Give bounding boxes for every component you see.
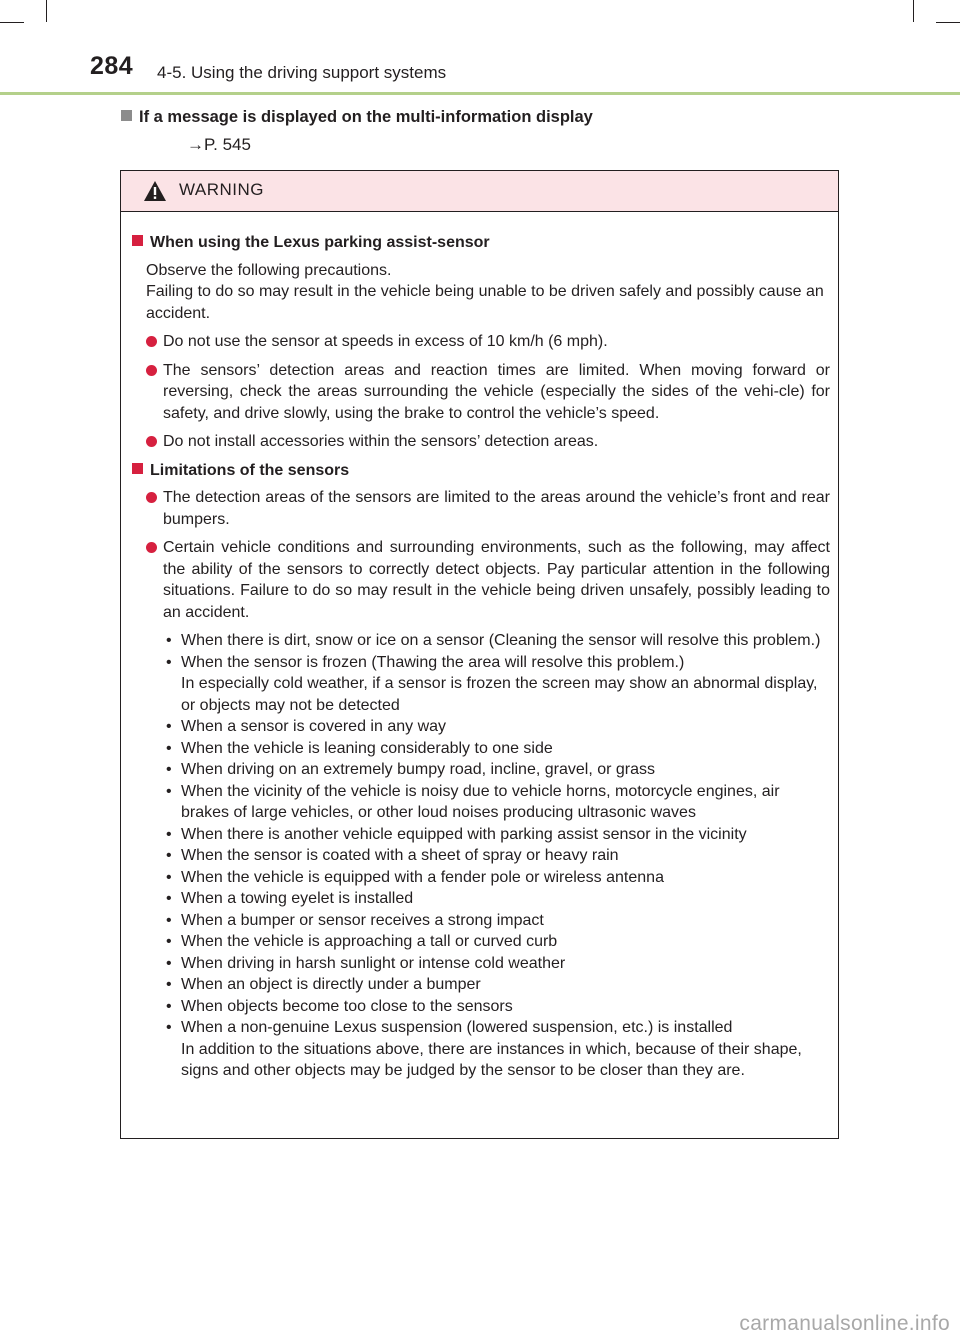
list-item: • When the sensor is coated with a sheet of spray or heavy rain (166, 847, 619, 864)
list-item: • When the vehicle is approaching a tall or curved curb (166, 933, 558, 950)
bullet-text: Certain vehicle conditions and surrounding environments, such as the following, may affect the ability of the sensors to correctly detect objects. Pay particular attention in the following situations. Failure to do so may result in the vehicle being driven unsafely, possibly leading to an accident. (163, 539, 830, 621)
list-item: • When the vehicle is equipped with a fender pole or wireless antenna (166, 868, 664, 886)
list-item-text: When the sensor is coated with a sheet of spray or heavy rain (181, 847, 619, 864)
warning-title: WARNING (179, 180, 265, 199)
list-item-text: When objects become too close to the sensors (181, 997, 513, 1015)
conditions-list (163, 630, 830, 1082)
list-item: • When driving in harsh sunlight or intense cold weather (166, 954, 566, 972)
red-bullet-icon (146, 336, 157, 347)
list-item-text: When a non-genuine Lexus suspension (lowered suspension, etc.) is installed (181, 1019, 733, 1036)
list-item-text: When driving in harsh sunlight or intense cold weather (181, 954, 566, 972)
intro-line: Failing to do so may result in the vehicle being unable to be driven safely and possibly cause an accident. (146, 283, 824, 322)
gray-square-icon (121, 110, 132, 121)
red-square-icon (132, 235, 143, 246)
list-item-text: When the vicinity of the vehicle is noisy due to vehicle horns, motorcycle engines, air brakes of large vehicles, or other loud noises producing ultrasonic waves (181, 782, 780, 821)
bullet-text: Do not install accessories within the sensors’ detection areas. (163, 433, 599, 450)
bullet-item (132, 331, 830, 353)
sub-heading-limitations (132, 460, 830, 482)
bullet-item (132, 487, 830, 530)
warning-header (121, 171, 838, 212)
bullet-item (132, 431, 830, 453)
bullet-text: The detection areas of the sensors are limited to the areas around the vehicle’s front and rear bumpers. (163, 489, 830, 528)
intro-line: Observe the following precautions. (146, 261, 392, 279)
list-item-text: When there is another vehicle equipped with parking assist sensor in the vicinity (181, 825, 747, 843)
header-divider (0, 92, 960, 95)
crop-mark (0, 22, 24, 23)
list-item: • When the vicinity of the vehicle is noisy due to vehicle horns, motorcycle engines, air brakes of large vehicles, or other loud noises producing ultrasonic waves (166, 782, 780, 821)
list-item-text: When the vehicle is leaning considerably to one side (181, 739, 553, 757)
list-item-text: When the vehicle is equipped with a fender pole or wireless antenna (181, 868, 664, 886)
list-item-text: When driving on an extremely bumpy road, incline, gravel, or grass (181, 761, 655, 778)
list-item-note: In especially cold weather, if a sensor is frozen the screen may show an abnormal display, or objects may not be detected (181, 675, 818, 714)
list-item: • When the vehicle is leaning considerably to one side (166, 739, 553, 757)
list-item-text: When the vehicle is approaching a tall or curved curb (181, 933, 558, 950)
crop-mark (46, 0, 47, 22)
list-item-text: When there is dirt, snow or ice on a sensor (Cleaning the sensor will resolve this problem.) (181, 632, 821, 649)
red-bullet-icon (146, 492, 157, 503)
warning-box (120, 170, 839, 1139)
red-bullet-icon (146, 542, 157, 553)
list-item: • When a towing eyelet is installed (166, 890, 414, 907)
crop-mark (913, 0, 914, 22)
closing-note: In addition to the situations above, there are instances in which, because of their shape, signs and other objects may be judged by the sensor to be closer than they are. (181, 1040, 802, 1079)
list-item: • When a bumper or sensor receives a strong impact (166, 911, 544, 929)
bullet-item (132, 360, 830, 425)
list-item-text: When the sensor is frozen (Thawing the area will resolve this problem.) (181, 653, 685, 671)
red-bullet-icon (146, 365, 157, 376)
list-item-text: When a bumper or sensor receives a strong impact (181, 911, 544, 929)
list-item: • When an object is directly under a bumper (166, 976, 481, 993)
list-item-text: When a towing eyelet is installed (181, 890, 414, 907)
list-item: • When a non-genuine Lexus suspension (lowered suspension, etc.) is installed In addition to the situations above, there are instances in which, because of their shape, signs and other objects may be judged by the sensor to be closer than they are. (163, 1017, 830, 1082)
list-item: • When a sensor is covered in any way (166, 718, 447, 735)
list-item: • When driving on an extremely bumpy road, incline, gravel, or grass (166, 761, 655, 778)
note-heading-text: If a message is displayed on the multi-information display (139, 108, 593, 126)
bullet-text: Do not use the sensor at speeds in excess of 10 km/h (6 mph). (163, 333, 608, 350)
red-bullet-icon (146, 436, 157, 447)
section-title: 4-5. Using the driving support systems (157, 63, 447, 82)
warning-body (121, 212, 838, 1082)
bullet-text: The sensors’ detection areas and reaction times are limited. When moving forward or reversing, check the areas surrounding the vehicle (especially the sides of the vehi-cle) for safety, and drive slowly, using the brake to control the vehicle’s speed. (163, 361, 830, 422)
warning-triangle-icon (143, 180, 167, 202)
list-item-text: When a sensor is covered in any way (181, 718, 447, 735)
list-item: • When there is dirt, snow or ice on a sensor (Cleaning the sensor will resolve this problem.) (166, 632, 821, 649)
list-item: • When there is another vehicle equipped with parking assist sensor in the vicinity (166, 825, 747, 843)
note-heading (121, 108, 593, 127)
page-header (90, 52, 890, 92)
sub-heading-text: Limitations of the sensors (150, 461, 350, 479)
red-square-icon (132, 463, 143, 474)
crop-mark (936, 22, 960, 23)
list-item-text: When an object is directly under a bumper (181, 976, 481, 993)
page-number: 284 (90, 52, 134, 80)
sub-heading-parking (132, 232, 830, 254)
sub-heading-text: When using the Lexus parking assist-sensor (150, 234, 490, 251)
watermark: carmanualsonline.info (739, 1312, 950, 1335)
intro-text (146, 260, 830, 325)
list-item: • When objects become too close to the sensors (166, 997, 513, 1015)
page-reference-link[interactable]: →P. 545 (187, 135, 251, 154)
bullet-item (132, 537, 830, 623)
list-item: • When the sensor is frozen (Thawing the area will resolve this problem.) In especially cold weather, if a sensor is frozen the screen may show an abnormal display, or objects may not be detected (163, 652, 830, 717)
